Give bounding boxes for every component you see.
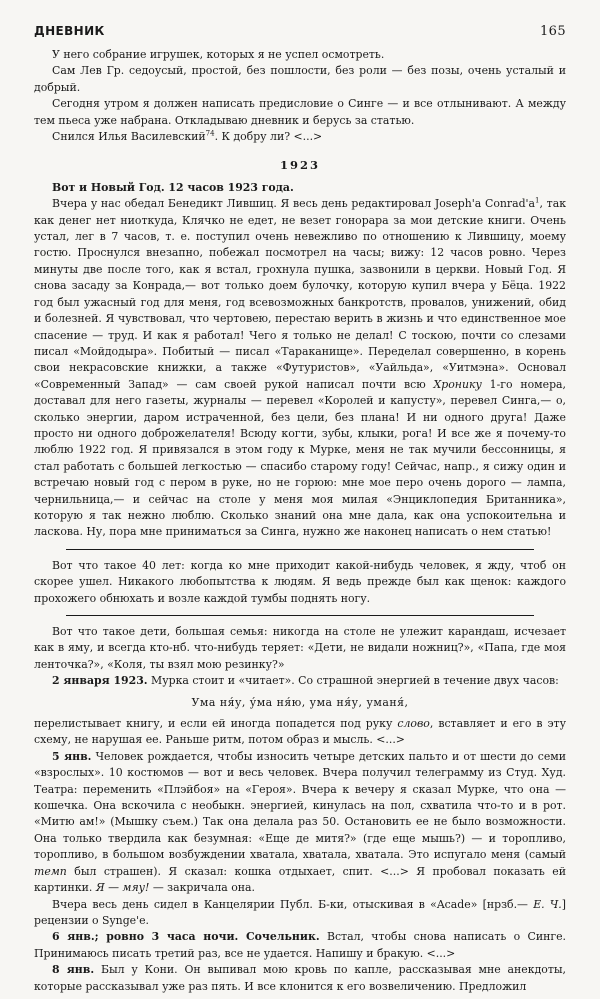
text-run: Был у Кони. Он выпивал мою кровь по капле, рассказывая мне анекдоты, которые рассказывал уже раз пять. И все клонится к его возвеличению. Предложил [34, 963, 566, 993]
italic-run: слово [397, 717, 430, 731]
intro-paragraph-3: Сегодня утром я должен написать предисловие о Синге — и все отлынивают. А между тем пьеса уже набрана. Откладываю дневник и берусь за статью. [34, 97, 566, 127]
footnote-ref: 1 [535, 196, 540, 205]
section-divider [66, 615, 534, 616]
text-run: Человек рождается, чтобы износить четыре детских пальто и от шести до семи «взрослых». 10 костюмов — вот и весь человек. Вчера получил телеграмму из Студ. Худ. Театра: переменить «Плэйбоя» на «Героя». Вчера к вечеру я сказал Мурке, что она — кошечка. Она вскочила с необыкн. энергией, кинулась на пол, схватила что-то и в рот. «Митю ам!» (Мышку съем.) Так она делала раз 50. Остановить ее не было возможности. Она только твердила как безумная: «Еще де митя?» (где еще мышь?) — и торопливо, торопливо, в большом возбуждении хватала, хватала, хватала. Это испугало меня (самый [34, 749, 566, 862]
text-run: . К добру ли? <...> [214, 130, 323, 144]
italic-run: темп [34, 864, 67, 878]
body-text [34, 47, 566, 995]
text-run: перелистывает книгу, и если ей иногда попадется под руку [34, 717, 398, 731]
text-run: , вставляет и его в эту схему, не нарушая ее. Раньше ритм, потом образ и мысль. <...> [34, 717, 566, 747]
kids-paragraph: Вот что такое дети, большая семья: никогда на столе не улежит карандаш, исчезает как в яму, и всегда кто-нб. что-нибудь теряет: «Дети, не видали ножниц?», «Папа, где моя ленточка?», «Коля, ты взял мою резинку?» [34, 625, 566, 671]
entry-date: 6 янв.; ровно 3 часа ночи. Сочельник. [52, 930, 320, 944]
text-run: Встал, чтобы снова написать о Синге. Принимаюсь писать третий раз, все не удается. Напишу и бракую. <...> [34, 930, 566, 960]
intro-paragraph-1: У него собрание игрушек, которых я не успел осмотреть. [52, 48, 385, 61]
text-run: Вчера у нас обедал Бенедикт Лившиц. Я весь день редактировал Joseph'a Conrad'a [52, 197, 536, 211]
forty-years-paragraph: Вот что такое 40 лет: когда ко мне приходит какой-нибудь человек, я жду, чтоб он скорее ушел. Никакого любопытства к людям. Я ведь прежде был как щенок: каждого прохожего обнюхать и возле каждой тумбы поднять ногу. [34, 558, 566, 605]
entry-jan-5 [34, 749, 566, 897]
entry-date: 8 янв. [52, 963, 95, 977]
intro-paragraph-4 [34, 129, 566, 145]
text-run: 1-го номера, доставал для него газеты, журналы — перевел «Королей и капусту», перевел Синга,— о, сколько энергии, даром истраченной, без цели, без плана! И ни одного друга! Даже просто ни одного доброжелателя! Всюду когти, зубы, клыки, рога! И все же я почему-то люблю 1922 год. Я привязался в этом году к Мурке, меня не так мучили бессонницы, я стал работать с большей легкостью — спасибо старому году! Сейчас, напр., я сижу один и встречаю новый год с пером в руке, но не горюю: мне мое перо очень дорого — лампа, чернильница,— и сейчас на столе у меня моя милая «Энциклопедия Британника», которую я так нежно люблю. Сколько знаний она мне дала, как она успокоительна и ласкова. Ну, пора мне приниматься за Синга, нужно же наконец написать о нем статью! [34, 377, 566, 539]
academy-paragraph [34, 897, 566, 930]
italic-run: Е. Ч. [533, 897, 562, 911]
text-run: ] рецензии о Synge'e. [34, 897, 566, 927]
text-run: Вчера весь день сидел в Канцелярии Публ. Б-ки, отыскивая в «Acade» [нрзб.— [52, 897, 534, 911]
page-number: 165 [539, 24, 566, 39]
year-heading: 1923 [279, 158, 320, 173]
new-year-paragraph [34, 196, 566, 541]
intro-paragraph-2: Сам Лев Гр. седоусый, простой, без пошлости, без роли — без позы, очень усталый и добрый. [34, 64, 566, 94]
entry-jan-8 [34, 962, 566, 995]
text-run: , так как денег нет ниоткуда, Клячко не едет, не везет гонорара за мои детские книги. Очень устал, лег в 7 часов, т. е. поступил очень невежливо по отношению к Лившицу, моему гостю. Проснулся внезапно, побежал посмотрел на часы; вижу: 12 часов ровно. Через минуты две после того, как я встал, грохнула пушка, зазвонили в церкви. Новый Год. Я снова засаду за Конрада,— вот только доем булочку, которую купил вчера у Бёца. 1922 год был ужасный год для меня, год всевозможных банкротств, провалов, унижений, обид и болезней. Я чувствовал, что чертовею, перестаю верить в жизнь и что единственное мое спасение — труд. И как я работал! Чего я только не делал! С тоскою, почти со слезами писал «Мойдодыра». Побитый — писал «Тараканище». Переделал совершенно, в корень свои некрасовские книжки, а также «Футуристов», «Уайльда», «Уитмэна». Основал «Современный Запад» — сам своей рукой написал почти всю [34, 197, 567, 391]
entry-jan-6 [34, 929, 566, 962]
footnote-ref: 74 [205, 129, 215, 138]
running-title: ДНЕВНИК [34, 24, 105, 38]
text-run: Мурка стоит и «читает». Со страшной энергией в течение двух часов: [147, 674, 559, 688]
text-run: был страшен). Я сказал: кошка отдыхает, спит. <...> Я пробовал показать ей картинки. [34, 864, 566, 895]
entry-date: 2 января 1923. [52, 674, 148, 688]
italic-run: Я — мяу! [95, 881, 150, 895]
entry-heading-new-year: Вот и Новый Год. 12 часов 1923 года. [52, 180, 294, 194]
entry-date: 5 янв. [52, 749, 92, 763]
italic-run: Хронику [433, 377, 482, 391]
text-run: — закричала она. [149, 881, 255, 895]
entry-jan-2 [34, 673, 566, 689]
jan-2-continuation [34, 716, 566, 749]
text-run: Снился Илья Василевский [52, 130, 206, 144]
running-header [34, 24, 566, 39]
section-divider [66, 549, 534, 550]
chant-line: Ума ня́у, у́ма ня́ю, ума ня́у, уманя́, [191, 695, 409, 709]
